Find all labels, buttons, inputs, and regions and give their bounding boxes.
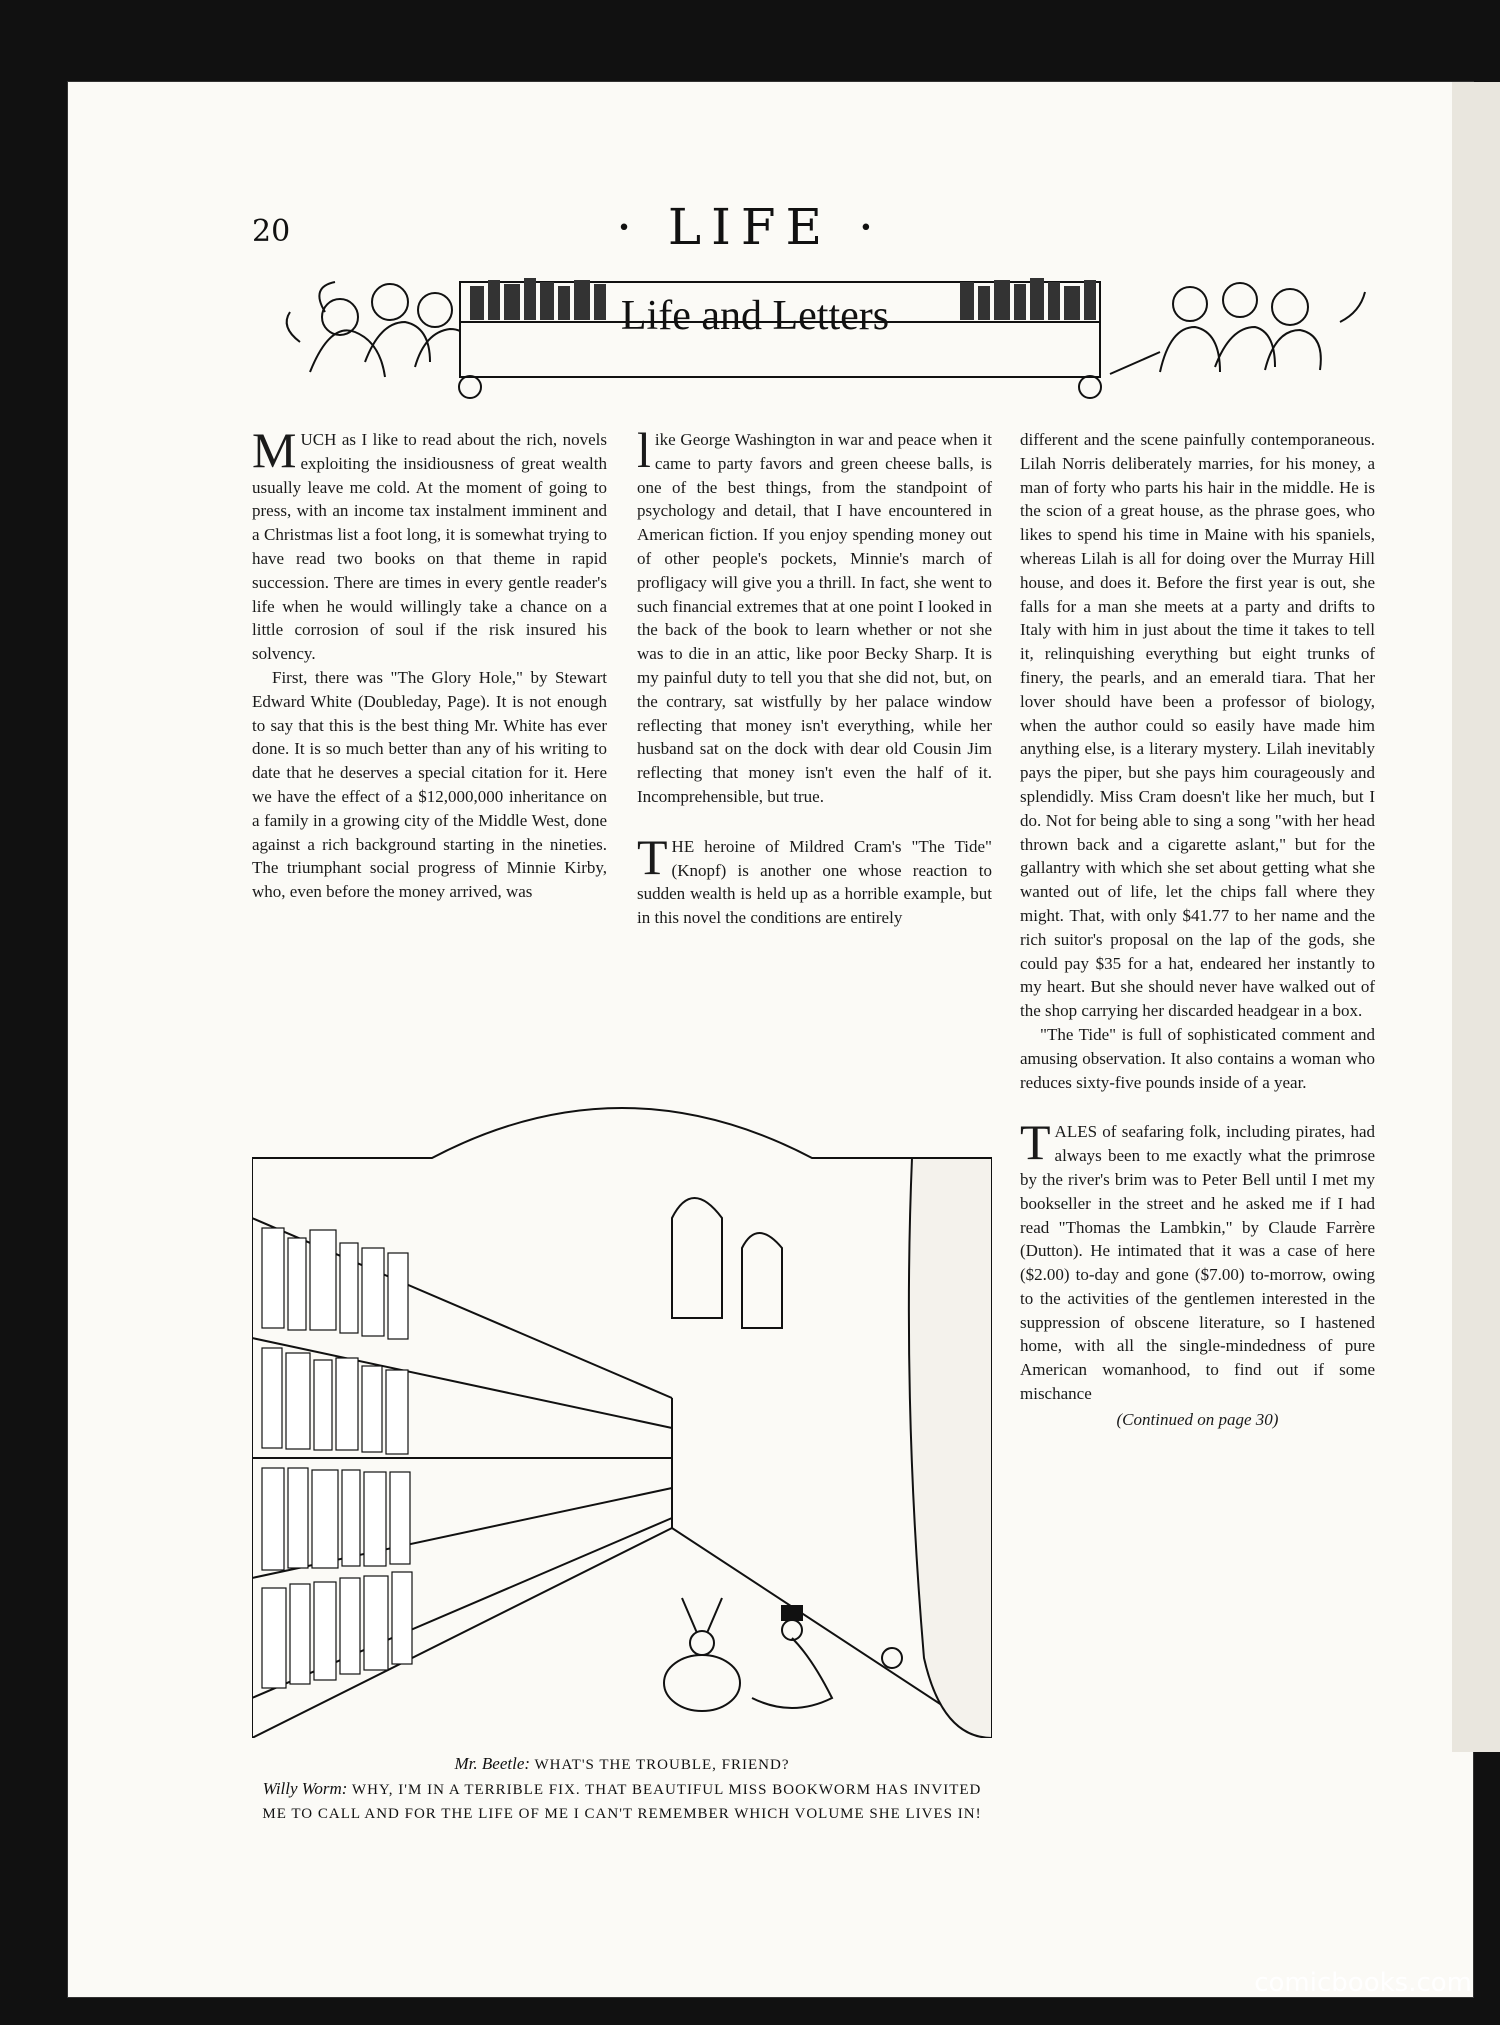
paragraph: like George Washington in war and peace when it came to party favors and green cheese balls, is one of the best things, from the standpoint of psychology and detail, that I have encountered in American fiction. If you enjoy spending money out of other people's pockets, Minnie's march of profligacy will give you a thrill. In fact, she went to such financial extremes that at one point I looked in the back of the book to learn whether or not she was to die in an attic, like poor Becky Sharp. It is my painful duty to tell you that she did not, but, on the contrary, sat wistfully by her palace window reflecting that money isn't everything, while her husband sat on the dock with dear old Cousin Jim reflecting that money isn't even the half of it. Incomprehensible, but true. — [637, 422, 992, 806]
article-column-3 — [1020, 428, 1375, 1432]
paragraph: MUCH as I like to read about the rich, novels exploiting the insidiousness of great wealth usually leave me cold. At the moment of going to press, with an income tax instalment imminent and a Christmas list a foot long, it is somewhat trying to have read two books on that theme in rapid succession. There are times in every gentle reader's life when he would willingly take a chance on a little corrosion of soul if the risk insured his solvency. — [252, 422, 607, 664]
section-title: Life and Letters — [620, 293, 890, 339]
paragraph: TALES of seafaring folk, including pirates, had always been to me exactly what the primrose by the river's brim was to Peter Bell until I met my bookseller in the street and he asked me if I had read "Thomas the Lambkin," by Claude Farrère (Dutton). He intimated that it was a case of here ($2.00) to-day and gone ($7.00) to-morrow, owing to the activities of the gentlemen interested in the suppression of obscene literature, so I hastened home, with all the single-mindedness of pure American womanhood, to find out if some mischance — [1020, 1114, 1375, 1404]
masthead: · LIFE · — [616, 198, 884, 256]
bookshelf-cartoon — [252, 1098, 992, 1738]
continued-notice: (Continued on page 30) — [1116, 1409, 1279, 1429]
paragraph: First, there was "The Glory Hole," by Stewart Edward White (Doubleday, Page). It is not enough to say that this is the best thing Mr. White has ever done. It is so much better than any of his writing to date that he deserves a special citation for it. Here we have the effect of a $12,000,000 inheritance on a family in a growing city of the Middle West, done against a rich background starting in the nineties. The triumphant social progress of Minnie Kirby, who, even before the money arrived, was — [252, 667, 607, 902]
cartoon-caption — [252, 1752, 992, 1826]
caption-speaker: Willy Worm: — [262, 1779, 348, 1798]
caption-speaker: Mr. Beetle: — [454, 1754, 531, 1773]
caption-line: WHY, I'M IN A TERRIBLE FIX. THAT BEAUTIFUL MISS BOOKWORM HAS INVITED ME TO CALL AND FOR THE LIFE OF ME I CAN'T REMEMBER WHICH VOLUME SHE LIVES IN! — [262, 1782, 982, 1822]
next-page-edge — [1452, 82, 1500, 1752]
paragraph: "The Tide" is full of sophisticated comment and amusing observation. It also contains a woman who reduces sixty-five pounds inside of a year. — [1020, 1024, 1375, 1092]
caption-line: WHAT'S THE TROUBLE, FRIEND? — [534, 1757, 790, 1773]
paragraph: THE heroine of Mildred Cram's "The Tide" (Knopf) is another one whose reaction to sudden wealth is held up as a horrible example, but in this novel the conditions are entirely — [637, 828, 992, 928]
article-column-1 — [252, 422, 607, 904]
watermark: comicbooks.com — [1254, 1968, 1472, 1998]
article-column-2 — [637, 422, 992, 930]
page-number: 20 — [252, 214, 291, 249]
paragraph: different and the scene painfully contemporaneous. Lilah Norris deliberately marries, for his money, a man of forty who parts his hair in the middle. He is the scion of a great house, as the phrase goes, who likes to spend his time in Maine with his spaniels, whereas Lilah is all for doing over the Murray Hill house, and does it. Before the first year is out, she falls for a man she meets at a party and drifts to Italy with him in just about the time it takes to tell it, relinquishing everything but eight trunks of finery, the pearls, and an emerald tiara. That her lover should have been a professor of biology, when the author could so easily have made him anything else, is a literary mystery. Lilah inevitably pays the piper, but she pays him courageously and splendidly. Miss Cram doesn't like her much, but I do. Not for being able to sing a song "with her head thrown back and a cigarette aslant," but for the gallantry with which she set about getting what she wanted out of life, let the chips fall where they might. That, with only $41.77 to her name and the rich suitor's proposal on the lap of the gods, she could pay $35 for a hat, endeared her instantly to my heart. But she should never have walked out of the shop carrying her discarded headgear in a box. — [1020, 430, 1375, 1021]
